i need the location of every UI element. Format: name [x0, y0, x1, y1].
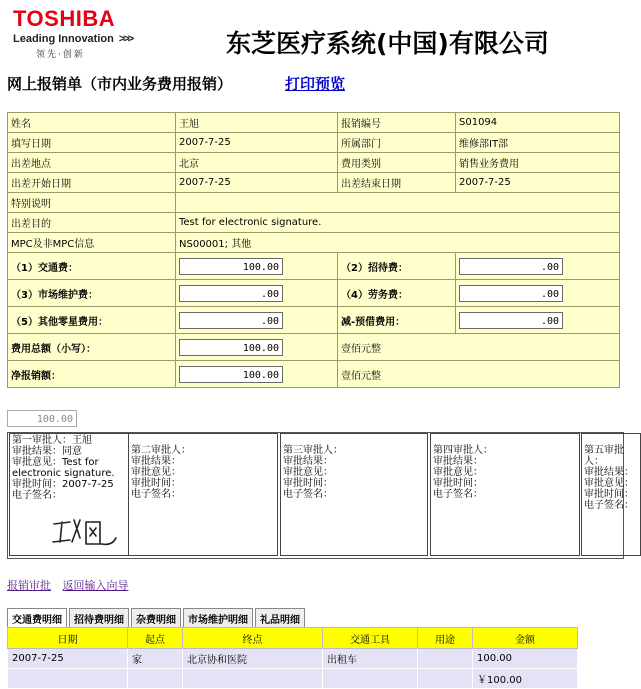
- advance-cell: [456, 307, 620, 334]
- label-dept: 所属部门: [338, 133, 456, 153]
- row-start: 家: [128, 649, 183, 669]
- approver-4-opinion: 审批意见：: [433, 467, 483, 478]
- tab-gift[interactable]: 礼品明细: [255, 608, 305, 629]
- approver-5-sign: 电子签名：: [584, 500, 634, 511]
- value-name: 王旭: [176, 113, 338, 133]
- value-expense-type: 销售业务费用: [456, 153, 620, 173]
- approver-1-opinion-2: electronic signature.: [12, 468, 115, 479]
- label-net: 净报销额：: [8, 361, 176, 388]
- approver-3-opinion: 审批意见：: [283, 467, 333, 478]
- tagline-text: Leading Innovation: [13, 33, 114, 45]
- col-amount: 金额: [473, 628, 578, 649]
- value-date: 2007-7-25: [176, 133, 338, 153]
- label-total: 费用总额（小写）：: [8, 334, 176, 361]
- tagline: [13, 33, 132, 45]
- approver-1: [9, 433, 129, 556]
- net-input[interactable]: 100.00: [179, 366, 283, 383]
- col-end: 终点: [183, 628, 323, 649]
- approver-1-time: 审批时间：2007-7-25: [12, 479, 114, 490]
- label-market: （3）市场维护费：: [8, 280, 176, 307]
- approver-2: [128, 433, 278, 556]
- total-input[interactable]: 100.00: [179, 339, 283, 356]
- col-vehicle: 交通工具: [323, 628, 418, 649]
- total-row-blank-2: [128, 669, 183, 689]
- entertain-input[interactable]: .00: [459, 258, 563, 275]
- hidden-amount-input[interactable]: 100.00: [7, 410, 77, 427]
- approver-3-result: 审批结果：: [283, 456, 333, 467]
- row-end: 北京协和医院: [183, 649, 323, 669]
- print-preview-link[interactable]: 打印预览: [285, 75, 346, 93]
- approver-1-sign: 电子签名：: [12, 490, 62, 501]
- value-notes: [176, 193, 620, 213]
- label-labor: （4）劳务费：: [338, 280, 456, 307]
- approver-3: [280, 433, 428, 556]
- label-misc: （5）其他零星费用：: [8, 307, 176, 334]
- net-words: 壹佰元整: [338, 361, 620, 388]
- tab-entertainment[interactable]: 招待费明细: [69, 608, 129, 629]
- net-cell: [176, 361, 338, 388]
- approver-3-sign: 电子签名：: [283, 489, 333, 500]
- approver-1-title: 第一审批人：王旭: [12, 435, 92, 446]
- entertain-cell: [456, 253, 620, 280]
- approver-3-title: 第三审批人：: [283, 445, 343, 456]
- label-name: 姓名: [8, 113, 176, 133]
- approver-2-title: 第二审批人：: [131, 445, 191, 456]
- value-start-date: 2007-7-25: [176, 173, 338, 193]
- approver-2-time: 审批时间：: [131, 478, 181, 489]
- advance-input[interactable]: .00: [459, 312, 563, 329]
- label-end-date: 出差结束日期: [338, 173, 456, 193]
- col-start: 起点: [128, 628, 183, 649]
- row-date: 2007-7-25: [8, 649, 128, 669]
- row-amount: 100.00: [473, 649, 578, 669]
- total-cell: [176, 334, 338, 361]
- misc-input[interactable]: .00: [179, 312, 283, 329]
- tab-market[interactable]: 市场维护明细: [183, 608, 253, 629]
- tab-misc[interactable]: 杂费明细: [131, 608, 181, 629]
- approver-3-time: 审批时间：: [283, 478, 333, 489]
- detail-total: ￥100.00: [473, 669, 578, 689]
- detail-tabs: [7, 608, 307, 626]
- tagline-arrows-icon: >>>: [118, 33, 133, 45]
- label-entertain: （2）招待费：: [338, 253, 456, 280]
- page-title: 网上报销单（市内业务费用报销）: [7, 75, 233, 93]
- col-purpose: 用途: [418, 628, 473, 649]
- market-cell: [176, 280, 338, 307]
- approver-4-title: 第四审批人：: [433, 445, 493, 456]
- label-claim-no: 报销编号: [338, 113, 456, 133]
- back-to-wizard-link[interactable]: 返回输入向导: [62, 579, 129, 592]
- labor-cell: [456, 280, 620, 307]
- approver-1-result: 审批结果：同意: [12, 446, 82, 457]
- approvals-panel: [7, 432, 634, 559]
- signature-image: [50, 516, 120, 550]
- transport-cell: [176, 253, 338, 280]
- value-purpose: Test for electronic signature.: [176, 213, 620, 233]
- tagline-cn: 领先·创新: [36, 50, 85, 60]
- approver-5: [581, 433, 641, 556]
- value-claim-no: S01094: [456, 113, 620, 133]
- label-expense-type: 费用类别: [338, 153, 456, 173]
- misc-cell: [176, 307, 338, 334]
- approver-5-opinion: 审批意见：: [584, 478, 634, 489]
- labor-input[interactable]: .00: [459, 285, 563, 302]
- total-row-blank-5: [418, 669, 473, 689]
- approver-2-result: 审批结果：: [131, 456, 181, 467]
- expense-form-table: [7, 112, 620, 388]
- total-row: [8, 669, 578, 689]
- approver-4: [430, 433, 580, 556]
- label-transport: （1）交通费：: [8, 253, 176, 280]
- approver-2-sign: 电子签名：: [131, 489, 181, 500]
- approver-4-sign: 电子签名：: [433, 489, 483, 500]
- transport-input[interactable]: 100.00: [179, 258, 283, 275]
- total-row-blank-4: [323, 669, 418, 689]
- label-place: 出差地点: [8, 153, 176, 173]
- bottom-links: [7, 577, 137, 593]
- label-date: 填写日期: [8, 133, 176, 153]
- approver-4-time: 审批时间：: [433, 478, 483, 489]
- total-words: 壹佰元整: [338, 334, 620, 361]
- value-end-date: 2007-7-25: [456, 173, 620, 193]
- transport-detail-table: [7, 627, 578, 689]
- label-start-date: 出差开始日期: [8, 173, 176, 193]
- value-dept: 维修部IT部: [456, 133, 620, 153]
- table-row: [8, 649, 578, 669]
- approver-1-opinion: 审批意见：Test for: [12, 457, 99, 468]
- approver-5-title: 第五审批人：: [584, 445, 624, 467]
- approver-5-result: 审批结果：: [584, 467, 634, 478]
- toshiba-logo: TOSHIBA: [13, 6, 116, 31]
- value-mpc: NS00001; 其他: [176, 233, 620, 253]
- approver-4-result: 审批结果：: [433, 456, 483, 467]
- tab-transport[interactable]: 交通费明细: [7, 608, 67, 629]
- approver-2-opinion: 审批意见：: [131, 467, 181, 478]
- market-input[interactable]: .00: [179, 285, 283, 302]
- company-name: 东芝医疗系统(中国)有限公司: [226, 29, 549, 58]
- label-advance: 减-预借费用：: [338, 307, 456, 334]
- col-date: 日期: [8, 628, 128, 649]
- label-purpose: 出差目的: [8, 213, 176, 233]
- row-vehicle: 出租车: [323, 649, 418, 669]
- row-purpose: [418, 649, 473, 669]
- total-row-blank-1: [8, 669, 128, 689]
- approver-5-time: 审批时间：: [584, 489, 634, 500]
- approve-link[interactable]: 报销审批: [7, 579, 51, 592]
- label-notes: 特别说明: [8, 193, 176, 213]
- label-mpc: MPC及非MPC信息: [8, 233, 176, 253]
- total-row-blank-3: [183, 669, 323, 689]
- value-place: 北京: [176, 153, 338, 173]
